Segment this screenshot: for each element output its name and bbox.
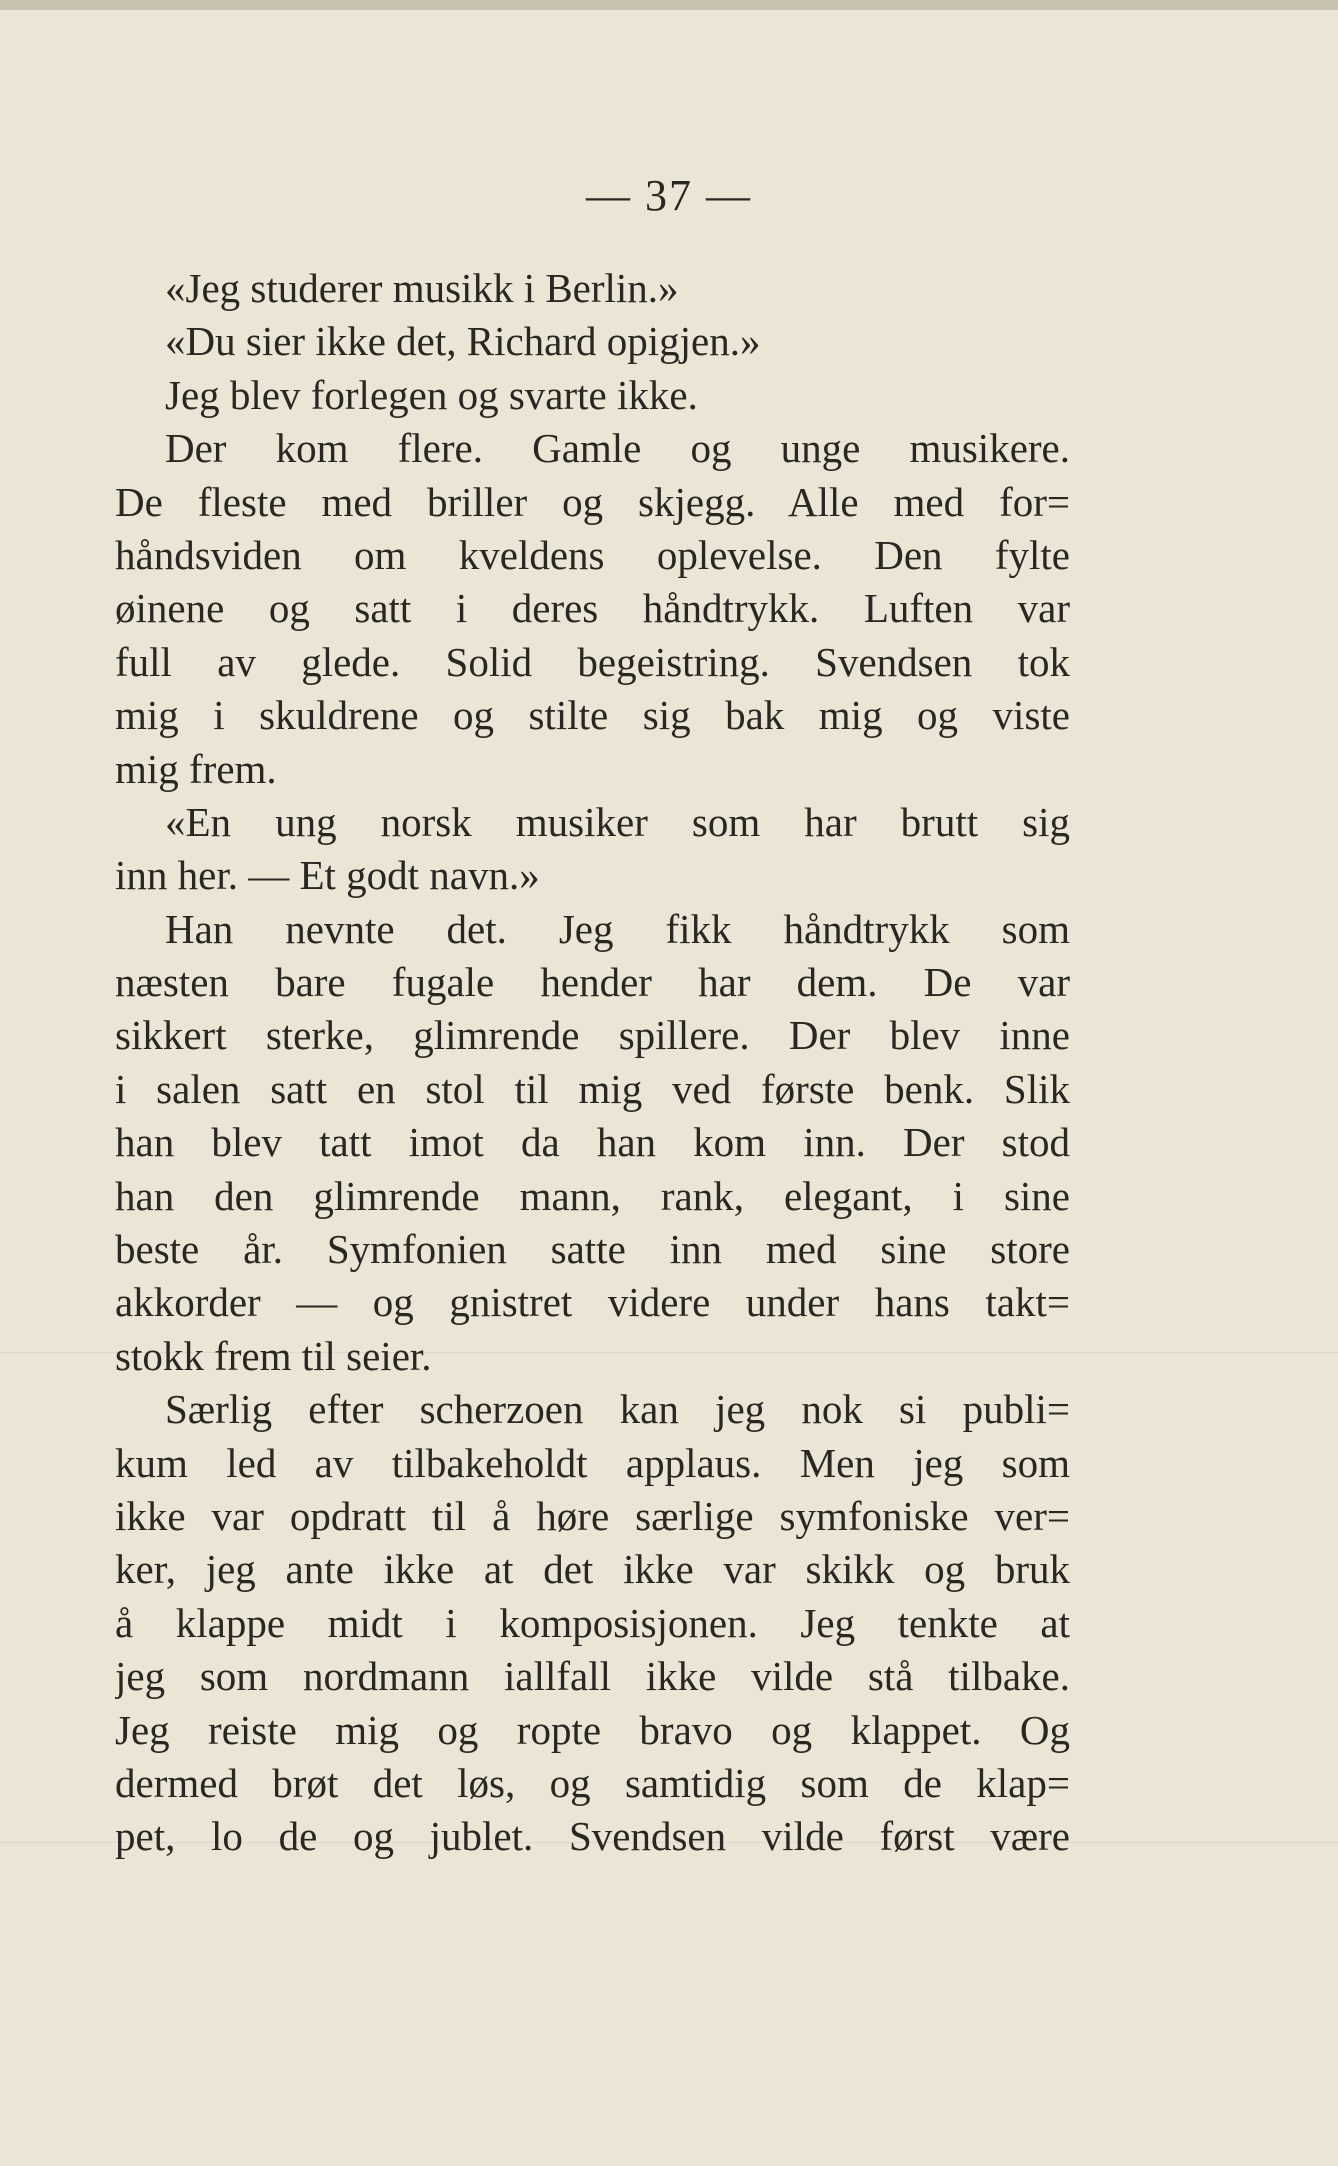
text-line: De fleste med briller og skjegg. Alle med for= [115, 478, 1070, 525]
text-line: stokk frem til seier. [115, 1332, 432, 1379]
text-line: øinene og satt i deres håndtrykk. Luften var [115, 585, 1070, 632]
text-line: næsten bare fugale hender har dem. De var [115, 959, 1070, 1006]
text-line: dermed brøt det løs, og samtidig som de klap= [115, 1759, 1070, 1806]
text-line: akkorder — og gnistret videre under hans takt= [115, 1279, 1070, 1326]
text-line: Han nevnte det. Jeg fikk håndtrykk som [165, 905, 1070, 952]
text-line: beste år. Symfonien satte inn med sine store [115, 1226, 1070, 1273]
text-line: mig frem. [115, 745, 277, 792]
text-line: inn her. — Et godt navn.» [115, 852, 540, 899]
body-text [115, 262, 1070, 1864]
text-line: «Jeg studerer musikk i Berlin.» [165, 265, 679, 311]
text-line: ker, jeg ante ikke at det ikke var skikk og bruk [115, 1546, 1070, 1593]
text-line: i salen satt en stol til mig ved første benk. Slik [115, 1065, 1070, 1112]
text-line: kum led av tilbakeholdt applaus. Men jeg som [115, 1439, 1070, 1486]
text-line: Jeg blev forlegen og svarte ikke. [165, 371, 698, 418]
text-line: ikke var opdratt til å høre særlige symfoniske ver= [115, 1492, 1070, 1539]
page-top-edge [0, 0, 1338, 10]
text-line: han den glimrende mann, rank, elegant, i sine [115, 1172, 1070, 1219]
text-line: full av glede. Solid begeistring. Svendsen tok [115, 638, 1070, 685]
text-line: «Du sier ikke det, Richard opigjen.» [165, 318, 761, 365]
text-line: «En ung norsk musiker som har brutt sig [165, 798, 1070, 845]
text-line: Der kom flere. Gamle og unge musikere. [165, 425, 1070, 472]
text-line: Jeg reiste mig og ropte bravo og klappet. Og [115, 1706, 1070, 1753]
page-number: — 37 — [586, 171, 752, 220]
text-line: håndsviden om kveldens oplevelse. Den fylte [115, 531, 1070, 578]
text-line: mig i skuldrene og stilte sig bak mig og viste [115, 692, 1070, 739]
text-line: å klappe midt i komposisjonen. Jeg tenkte at [115, 1599, 1070, 1646]
text-line: pet, lo de og jublet. Svendsen vilde først være [115, 1813, 1070, 1860]
text-line: sikkert sterke, glimrende spillere. Der blev inne [115, 1012, 1070, 1059]
text-line: Særlig efter scherzoen kan jeg nok si publi= [165, 1386, 1070, 1433]
text-line: han blev tatt imot da han kom inn. Der stod [115, 1119, 1070, 1166]
text-line: jeg som nordmann iallfall ikke vilde stå tilbake. [115, 1653, 1070, 1700]
